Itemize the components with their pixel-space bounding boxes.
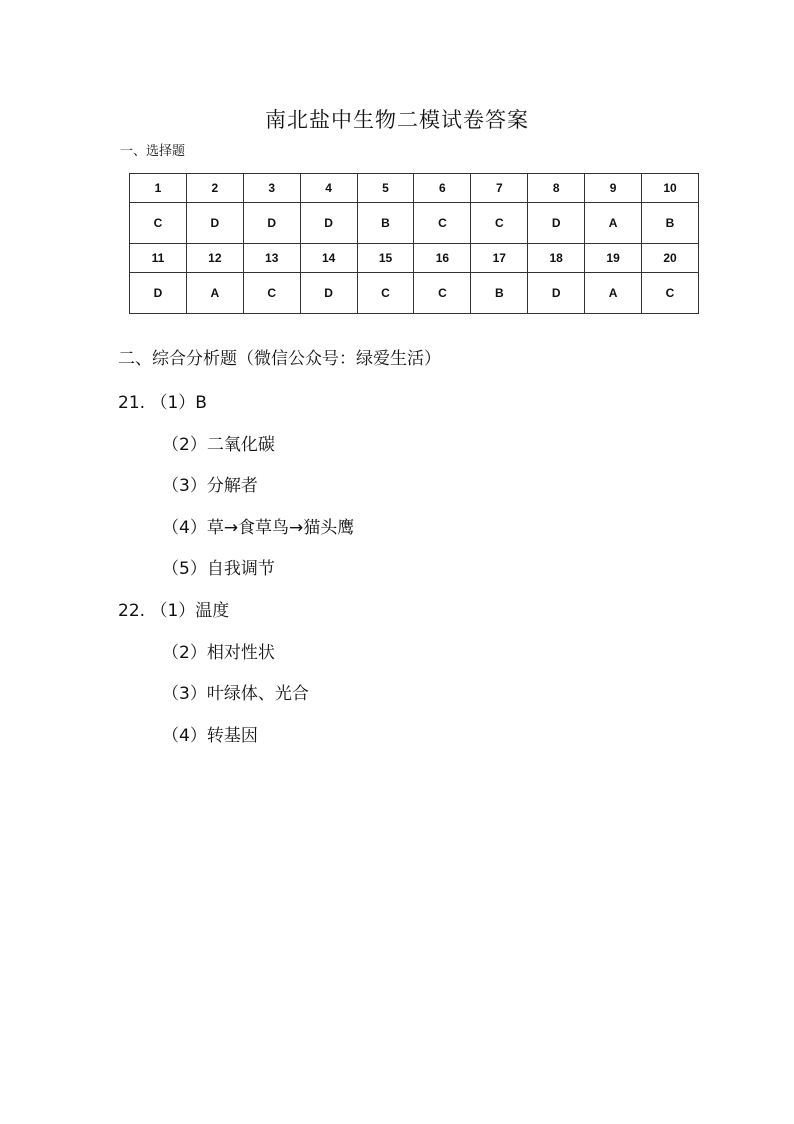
- question-number-cell: 3: [243, 174, 300, 203]
- answer-cell: D: [130, 273, 187, 314]
- answer-table: [129, 173, 699, 314]
- question-number-cell: 10: [642, 174, 699, 203]
- answer-cell: C: [414, 273, 471, 314]
- question-number: 22.: [118, 601, 146, 621]
- question-number-cell: 16: [414, 244, 471, 273]
- answer-cell: B: [357, 203, 414, 244]
- question-number-cell: 19: [585, 244, 642, 273]
- answer-cell: D: [528, 203, 585, 244]
- answer-cell: B: [642, 203, 699, 244]
- answer-cell: C: [243, 273, 300, 314]
- answer-cell: C: [357, 273, 414, 314]
- question-number-row: [130, 174, 699, 203]
- question-21: [118, 388, 207, 413]
- question-number-cell: 15: [357, 244, 414, 273]
- section-heading-choice: 一、选择题: [120, 144, 186, 159]
- answer-cell: D: [300, 273, 357, 314]
- question-number-cell: 9: [585, 174, 642, 203]
- answer-cell: D: [186, 203, 243, 244]
- section-heading-analysis: 二、综合分析题（微信公众号：绿爱生活）: [118, 349, 441, 369]
- question-number-cell: 20: [642, 244, 699, 273]
- answer-line: （3）分解者: [162, 476, 258, 496]
- question-number-cell: 4: [300, 174, 357, 203]
- answer-cell: B: [471, 273, 528, 314]
- answer-cell: C: [471, 203, 528, 244]
- question-number-cell: 8: [528, 174, 585, 203]
- question-number-cell: 7: [471, 174, 528, 203]
- answer-cell: D: [300, 203, 357, 244]
- answer-row: [130, 203, 699, 244]
- answer-row: [130, 273, 699, 314]
- answer-line: （5）自我调节: [162, 559, 275, 579]
- question-number: 21.: [118, 393, 146, 413]
- answer-line: （4）转基因: [162, 726, 258, 746]
- answer-line: （4）草→食草鸟→猫头鹰: [162, 518, 355, 538]
- question-number-cell: 5: [357, 174, 414, 203]
- question-number-cell: 13: [243, 244, 300, 273]
- question-number-cell: 14: [300, 244, 357, 273]
- question-number-cell: 17: [471, 244, 528, 273]
- question-number-cell: 11: [130, 244, 187, 273]
- answer-cell: A: [585, 203, 642, 244]
- answer-line: （2）二氧化碳: [162, 435, 275, 455]
- question-22: [118, 596, 229, 621]
- answer-cell: C: [130, 203, 187, 244]
- answer-line: （2）相对性状: [162, 643, 275, 663]
- question-number-cell: 18: [528, 244, 585, 273]
- answer-text: （1）B: [150, 393, 207, 413]
- question-number-row: [130, 244, 699, 273]
- question-number-cell: 1: [130, 174, 187, 203]
- answer-cell: A: [585, 273, 642, 314]
- page-title: 南北盐中生物二模试卷答案: [265, 108, 529, 132]
- answer-cell: A: [186, 273, 243, 314]
- answer-cell: C: [414, 203, 471, 244]
- answer-text: （1）温度: [150, 601, 230, 621]
- answer-cell: D: [528, 273, 585, 314]
- question-number-cell: 2: [186, 174, 243, 203]
- question-number-cell: 12: [186, 244, 243, 273]
- answer-cell: C: [642, 273, 699, 314]
- answer-cell: D: [243, 203, 300, 244]
- answer-line: （3）叶绿体、光合: [162, 684, 309, 704]
- question-number-cell: 6: [414, 174, 471, 203]
